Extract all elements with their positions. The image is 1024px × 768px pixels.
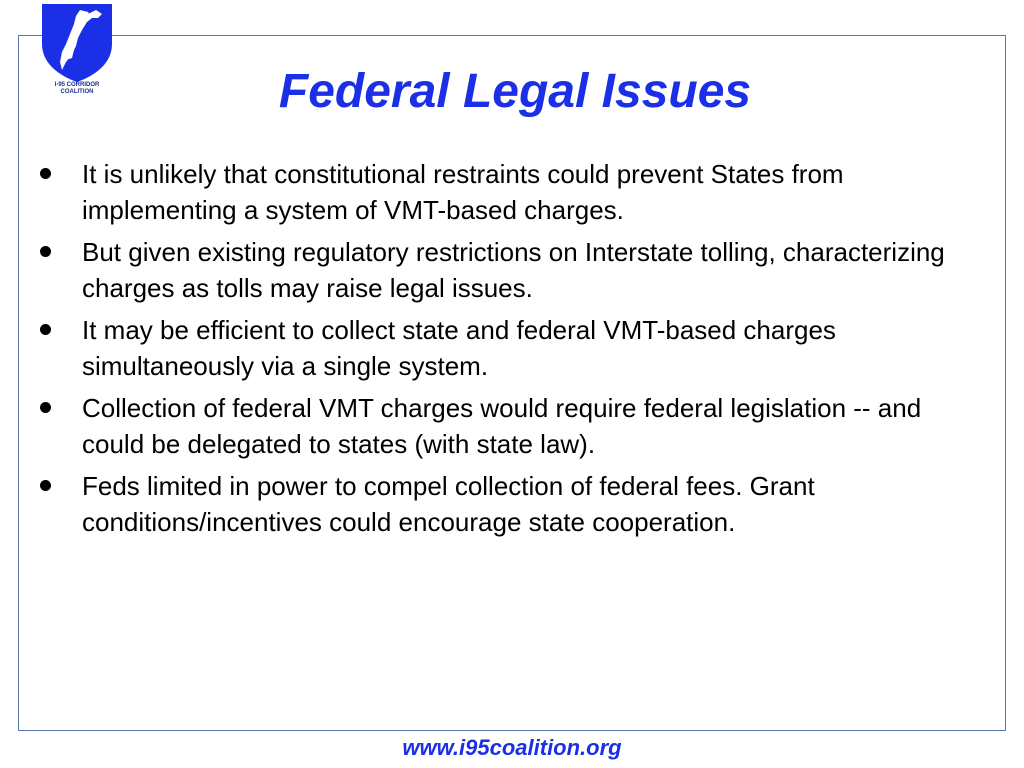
logo-caption xyxy=(32,82,122,96)
bullet-item xyxy=(40,390,990,462)
logo-caption-line1: I-95 CORRIDOR xyxy=(54,82,100,88)
bullet-dot-icon xyxy=(40,324,51,335)
map-shield-icon xyxy=(32,0,122,84)
bullet-item xyxy=(40,234,990,306)
bullet-item xyxy=(40,312,990,384)
bullet-text: It is unlikely that constitutional restraints could prevent States from implementing a system of VMT-based charges. xyxy=(82,159,844,225)
slide-title: Federal Legal Issues xyxy=(278,65,752,118)
bullet-dot-icon xyxy=(40,480,51,491)
bullet-list xyxy=(40,156,990,546)
bullet-item xyxy=(40,468,990,540)
bullet-text: It may be efficient to collect state and federal VMT-based charges simultaneously via a single system. xyxy=(82,315,836,381)
bullet-dot-icon xyxy=(40,246,51,257)
logo-caption-line2: COALITION xyxy=(60,89,94,95)
bullet-dot-icon xyxy=(40,168,51,179)
bullet-dot-icon xyxy=(40,402,51,413)
footer-url[interactable]: www.i95coalition.org xyxy=(402,735,622,760)
bullet-item xyxy=(40,156,990,228)
bullet-text: Collection of federal VMT charges would require federal legislation -- and could be delegated to states (with state law). xyxy=(82,393,922,459)
coalition-logo xyxy=(32,0,122,100)
bullet-text: Feds limited in power to compel collection of federal fees. Grant conditions/incentives could encourage state cooperation. xyxy=(82,471,815,537)
bullet-text: But given existing regulatory restrictions on Interstate tolling, characterizing charges as tolls may raise legal issues. xyxy=(82,237,945,303)
